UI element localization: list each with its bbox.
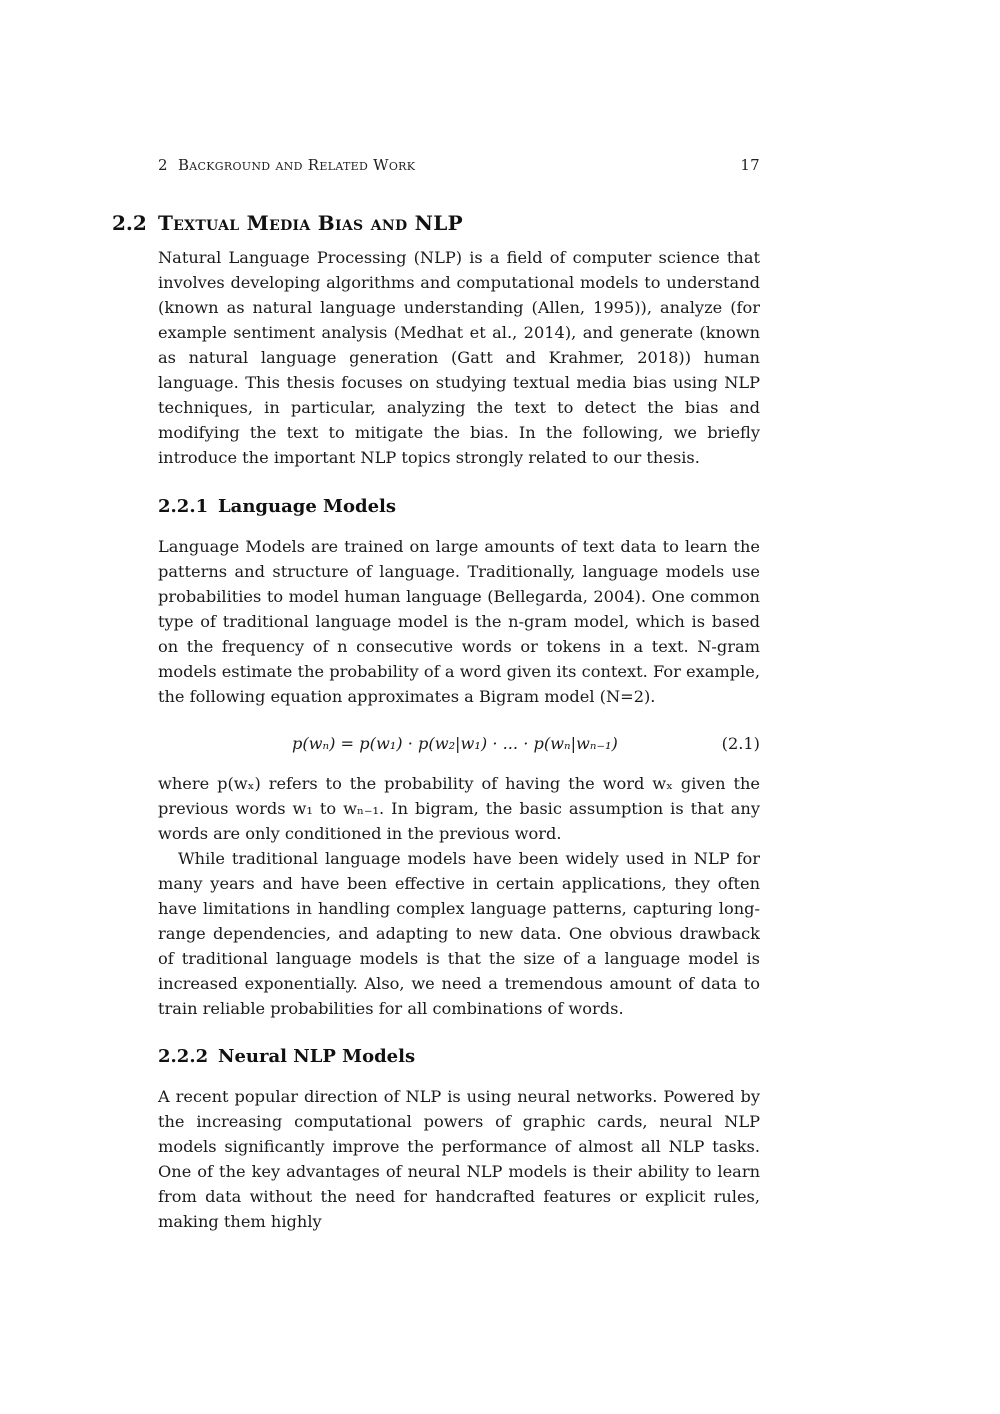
chapter-label bbox=[158, 156, 415, 174]
chapter-number: 2 bbox=[158, 156, 168, 174]
section-title: Textual Media Bias and NLP bbox=[158, 211, 463, 235]
language-models-para1 bbox=[158, 534, 760, 709]
running-header bbox=[158, 156, 760, 178]
section-heading bbox=[112, 211, 463, 235]
subsection-heading-neural-nlp bbox=[158, 1046, 415, 1067]
subsection-title: Language Models bbox=[218, 496, 396, 517]
subsection-title: Neural NLP Models bbox=[218, 1046, 416, 1067]
section-number: 2.2 bbox=[112, 211, 147, 235]
equation-formula: p(wₙ) = p(w₁) · p(w₂|w₁) · ... · p(wₙ|wₙ₋₁) bbox=[292, 734, 618, 753]
section-intro bbox=[158, 245, 760, 470]
paragraph: Language Models are trained on large amounts of text data to learn the patterns and structure of language. Traditionally, language models use probabilities to model human language (Bellegarda, 2004). One common type of traditional language model is the n-gram model, which is based on the frequency of n consecutive words or tokens in a text. N-gram models estimate the probability of a word given its context. For example, the following equation approximates a Bigram model (N=2). bbox=[158, 537, 760, 706]
page-number: 17 bbox=[740, 156, 760, 174]
language-models-para2 bbox=[158, 771, 760, 1021]
equation-2-1 bbox=[158, 734, 760, 760]
equation-number: (2.1) bbox=[721, 734, 760, 753]
intro-paragraph: Natural Language Processing (NLP) is a field of computer science that involves developing algorithms and computational models to understand (known as natural language understanding (Allen, 1995)), analyze (for example sentiment analysis (Medhat et al., 2014), and generate (known as natural language generation (Gatt and Krahmer, 2018)) human language. This thesis focuses on studying textual media bias using NLP techniques, in particular, analyzing the text to detect the bias and modifying the text to mitigate the bias. In the following, we briefly introduce the important NLP topics strongly related to our thesis. bbox=[158, 248, 760, 467]
chapter-title: Background and Related Work bbox=[177, 156, 416, 174]
paragraph: While traditional language models have been widely used in NLP for many years and have been effective in certain applications, they often have limitations in handling complex language patterns, capturing long-range dependencies, and adapting to new data. One obvious drawback of traditional language models is that the size of a language model is increased exponentially. Also, we need a tremendous amount of data to train reliable probabilities for all combinations of words. bbox=[158, 849, 760, 1018]
paragraph: where p(wₓ) refers to the probability of having the word wₓ given the previous words w₁ to wₙ₋₁. In bigram, the basic assumption is that any words are only conditioned in the previous word. bbox=[158, 774, 760, 843]
paragraph: A recent popular direction of NLP is using neural networks. Powered by the increasing computational powers of graphic cards, neural NLP models significantly improve the performance of almost all NLP tasks. One of the key advantages of neural NLP models is their ability to learn from data without the need for handcrafted features or explicit rules, making them highly bbox=[158, 1087, 760, 1231]
subsection-number: 2.2.2 bbox=[158, 1046, 209, 1067]
subsection-number: 2.2.1 bbox=[158, 496, 209, 517]
subsection-heading-language-models bbox=[158, 496, 396, 517]
neural-nlp-para1 bbox=[158, 1084, 760, 1234]
